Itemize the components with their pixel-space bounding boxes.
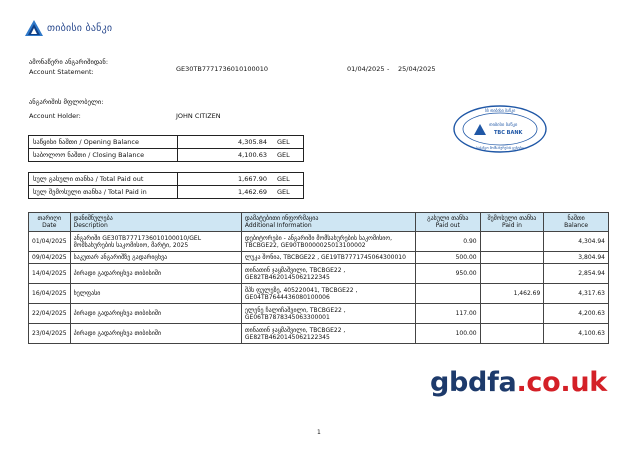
closing-balance-row xyxy=(29,149,304,162)
row-paid-in xyxy=(480,324,544,344)
statement-label-ka: ამონაწერი ანგარიშიდან: xyxy=(29,58,109,66)
statement-date-from: 01/04/2025 xyxy=(347,65,385,73)
statement-label-en: Account Statement: xyxy=(29,68,94,76)
closing-balance-label: საბოლოო ნაშთი / Closing Balance xyxy=(29,149,178,162)
totals-summary xyxy=(28,172,304,199)
watermark-tld: .co.uk xyxy=(516,367,607,398)
row-paid-in xyxy=(480,304,544,324)
closing-balance-currency: GEL xyxy=(273,149,304,162)
opening-balance-value: 4,305.84 xyxy=(178,136,274,149)
table-row xyxy=(29,304,609,324)
total-paid-out-label: სულ გასული თანხა / Total Paid out xyxy=(29,173,178,186)
row-paid-out: 500.00 xyxy=(415,252,480,264)
statement-account: GE30TB7771736010100010 xyxy=(176,65,269,73)
bank-name: თიბისი ბანკი xyxy=(47,22,113,34)
row-date: 23/04/2025 xyxy=(29,324,71,344)
tbc-logo-icon xyxy=(25,20,43,36)
total-paid-in-currency: GEL xyxy=(273,186,304,199)
table-row xyxy=(29,252,609,264)
row-additional-info: თინათინ ჯაყმაშვილი, TBCBGE22 , GE82TB4620145062122345 xyxy=(241,264,415,284)
total-paid-in-label: სულ შემოსული თანხა / Total Paid in xyxy=(29,186,178,199)
bank-seal-stamp xyxy=(452,104,548,154)
table-row xyxy=(29,324,609,344)
svg-text:თიბისი ბანკი: თიბისი ბანკი xyxy=(489,123,518,128)
row-date: 22/04/2025 xyxy=(29,304,71,324)
bank-logo xyxy=(25,20,112,36)
svg-text:სს თიბისი ბანკი: სს თიბისი ბანკი xyxy=(484,108,516,113)
total-paid-out-value: 1,667.90 xyxy=(178,173,274,186)
col-balance-header: ნაშთი Balance xyxy=(544,213,609,232)
col-date-header: თარიღი Date xyxy=(29,213,71,232)
table-row xyxy=(29,264,609,284)
col-paid-out-header: გასული თანხა Paid out xyxy=(415,213,480,232)
row-paid-out: 117.00 xyxy=(415,304,480,324)
site-watermark xyxy=(430,367,607,398)
row-paid-in xyxy=(480,264,544,284)
row-balance: 4,100.63 xyxy=(544,324,609,344)
row-description: ხელფასი xyxy=(70,284,241,304)
statement-date-to: 25/04/2025 xyxy=(398,65,436,73)
closing-balance-value: 4,100.63 xyxy=(178,149,274,162)
watermark-domain: gbdfa xyxy=(430,367,517,398)
opening-balance-currency: GEL xyxy=(273,136,304,149)
row-date: 09/04/2025 xyxy=(29,252,71,264)
row-paid-out: 0.90 xyxy=(415,232,480,252)
col-description-header: დანიშნულება Description xyxy=(70,213,241,232)
svg-text:საბანკო მომსახურების ცენტრი: საბანკო მომსახურების ცენტრი xyxy=(476,146,524,150)
row-description: პირადი გადარიცხვა თიბისიში xyxy=(70,324,241,344)
statement-dash: - xyxy=(387,65,390,73)
table-row xyxy=(29,284,609,304)
transactions-table xyxy=(28,212,609,344)
total-paid-in-value: 1,462.69 xyxy=(178,186,274,199)
total-paid-out-row xyxy=(29,173,304,186)
row-paid-out: 950.00 xyxy=(415,264,480,284)
row-additional-info: ელენე ჩალიჩაშვილი, TBCBGE22 , GE06TB7878345063300001 xyxy=(241,304,415,324)
total-paid-in-row xyxy=(29,186,304,199)
row-description: პირადი გადარიცხვა თიბისიში xyxy=(70,304,241,324)
holder-name: JOHN CITIZEN xyxy=(176,112,221,120)
col-additional-info-header: დამატებითი ინფორმაცია Additional Information xyxy=(241,213,415,232)
opening-balance-row xyxy=(29,136,304,149)
row-paid-out xyxy=(415,284,480,304)
total-paid-out-currency: GEL xyxy=(273,173,304,186)
row-additional-info: შპს ფულეზე, 405220041, TBCBGE22 , GE04TB7644436080100006 xyxy=(241,284,415,304)
row-balance: 4,304.94 xyxy=(544,232,609,252)
row-paid-in xyxy=(480,252,544,264)
row-paid-out: 100.00 xyxy=(415,324,480,344)
table-row xyxy=(29,232,609,252)
row-additional-info: ლუკა შონია, TBCBGE22 , GE19TB7771745064300010 xyxy=(241,252,415,264)
opening-balance-label: საწყისი ნაშთი / Opening Balance xyxy=(29,136,178,149)
row-balance: 4,200.63 xyxy=(544,304,609,324)
row-description: საკუთარ ანგარიშზე გადარიცხვა xyxy=(70,252,241,264)
row-balance: 4,317.63 xyxy=(544,284,609,304)
row-description: პირადი გადარიცხვა თიბისიში xyxy=(70,264,241,284)
table-header-row xyxy=(29,213,609,232)
svg-text:TBC BANK: TBC BANK xyxy=(494,130,523,136)
row-description: ანგარიში GE30TB7771736010100010/GEL მომსახურების საკომისიო, მარტი, 2025 xyxy=(70,232,241,252)
row-additional-info: დებიტორები - ანგარიში მომსახურების საკომისიო, TBCBGE22, GE90TB0000025013100002 xyxy=(241,232,415,252)
row-date: 01/04/2025 xyxy=(29,232,71,252)
row-paid-in: 1,462.69 xyxy=(480,284,544,304)
row-balance: 3,804.94 xyxy=(544,252,609,264)
row-additional-info: თინათინ ჯაყმაშვილი, TBCBGE22 , GE82TB4620145062122345 xyxy=(241,324,415,344)
balance-summary xyxy=(28,135,304,162)
row-date: 14/04/2025 xyxy=(29,264,71,284)
row-balance: 2,854.94 xyxy=(544,264,609,284)
holder-label-en: Account Holder: xyxy=(29,112,81,120)
row-date: 16/04/2025 xyxy=(29,284,71,304)
holder-label-ka: ანგარიშის მფლობელი: xyxy=(29,98,104,106)
page-number: 1 xyxy=(317,429,321,436)
col-paid-in-header: შემოსული თანხა Paid in xyxy=(480,213,544,232)
row-paid-in xyxy=(480,232,544,252)
